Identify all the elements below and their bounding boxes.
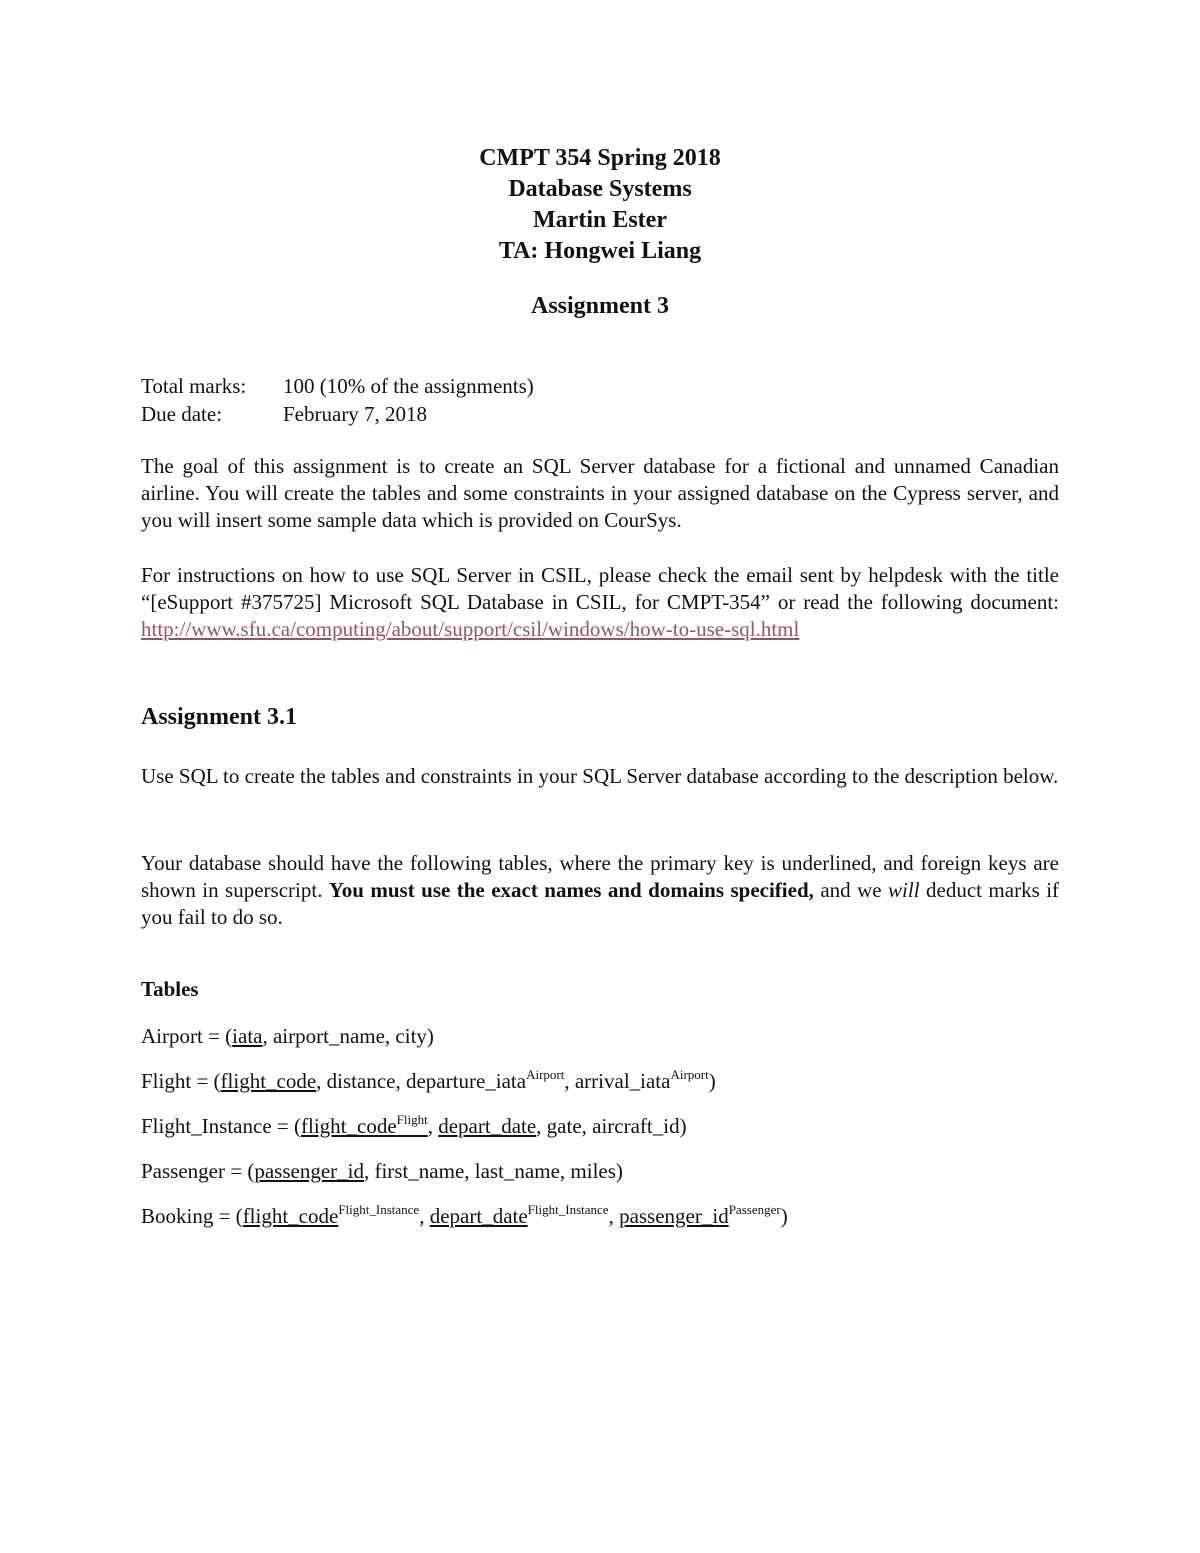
exact-names-warning: You must use the exact names and domains specified, [328,878,814,902]
fk-flight-instance-2: Flight_Instance [527,1202,609,1217]
fk-passenger: Passenger [728,1202,781,1217]
pk-booking-passenger-id: passenger_id [619,1204,729,1228]
assignment-meta [141,372,534,428]
instructor-name: Martin Ester [533,207,667,233]
pk-iata: iata [232,1024,263,1048]
fk-flight: Flight [396,1112,428,1127]
section-heading-3-1: Assignment 3.1 [141,704,298,730]
flight-departure-attr: , distance, departure_iata [316,1069,527,1093]
ta-name: TA: Hongwei Liang [498,238,702,264]
schema-passenger: Passenger = (passenger_id, first_name, last_name, miles) [141,1159,623,1183]
tables-instruction-paragraph [141,850,1059,931]
schema-booking: Booking = (flight_code$^{Flight\_Instance}$, depart_date$^{Flight\_Instance}$, $passenger\_id^{Passenger}$) [141,1202,788,1228]
assignment-title: Assignment 3 [530,293,669,319]
table-name-airport: Airport [141,1024,203,1048]
total-marks-row [141,372,534,400]
section-intro-paragraph: Use SQL to create the tables and constraints in your SQL Server database according to the description below. [141,764,1059,788]
schema-flight-instance: Flight_Instance = (flight_code$^{Flight}$, depart_date, gate, aircraft_id) [141,1112,687,1138]
due-date-row [141,400,534,428]
instructions-paragraph [141,562,1059,643]
fk-airport-arrival: Airport [670,1067,709,1082]
airport-other-attrs: , airport_name, city) [262,1024,434,1048]
pk-passenger-id: passenger_id [254,1159,364,1183]
table-name-booking: Booking [141,1204,214,1228]
deduct-marks-text: deduct marks if you fail to do so. [141,878,1060,929]
instructions-text: For instructions on how to use SQL Server in CSIL, please check the email sent by helpdesk with the title “[eSupport #375725] Microsoft SQL Database in CSIL, for CMPT-354” or read the following document: [141,563,1059,614]
tables-heading: Tables [141,977,199,1001]
table-name-passenger: Passenger [141,1159,225,1183]
schema-airport: Airport = (iata, airport_name, city) [141,1024,434,1048]
total-marks-label: Total marks: [141,374,247,398]
passenger-other-attrs: , first_name, last_name, miles) [363,1159,623,1183]
document-header [0,143,1200,267]
pk-depart-date: depart_date [438,1114,537,1138]
fk-flight-instance-1: Flight_Instance [338,1202,420,1217]
schema-flight: Flight = (flight_code, distance, departure_iata$^{Airport}$, arrival_iata$^{Airport}$) [141,1067,716,1093]
pk-flight-code: flight_code [220,1069,317,1093]
due-date-label: Due date: [141,402,223,426]
table-name-flight-instance: Flight_Instance [141,1114,272,1138]
tables-instruction-text: Your database should have the following tables, where the primary key is underlined, and foreign keys are shown in superscript. [141,851,1059,902]
course-subject: Database Systems [508,176,692,202]
pk-flight-code-fk: flight_code$^{Flight}$ [301,1112,428,1138]
flight-instance-other-attrs: , gate, aircraft_id) [536,1114,687,1138]
and-we-text: and we [820,878,882,902]
pk-booking-flight-code: flight_code [242,1204,339,1228]
how-to-use-sql-link[interactable]: http://www.sfu.ca/computing/about/support/csil/windows/how-to-use-sql.html [141,617,800,641]
pk-booking-depart-date: depart_date [429,1204,528,1228]
flight-arrival-attr: , arrival_iata [564,1069,671,1093]
course-title: CMPT 354 Spring 2018 [479,145,721,171]
will-emphasis: will [888,878,920,902]
due-date-value: February 7, 2018 [283,402,428,426]
goal-paragraph: The goal of this assignment is to create an SQL Server database for a fictional and unnamed Canadian airline. You will create the tables and some constraints in your assigned database on the Cypress server, and you will insert some sample data which is provided on CourSys. [141,454,1059,532]
total-marks-value: 100 (10% of the assignments) [283,374,534,398]
fk-airport-departure: Airport [526,1067,565,1082]
table-name-flight: Flight [141,1069,192,1093]
